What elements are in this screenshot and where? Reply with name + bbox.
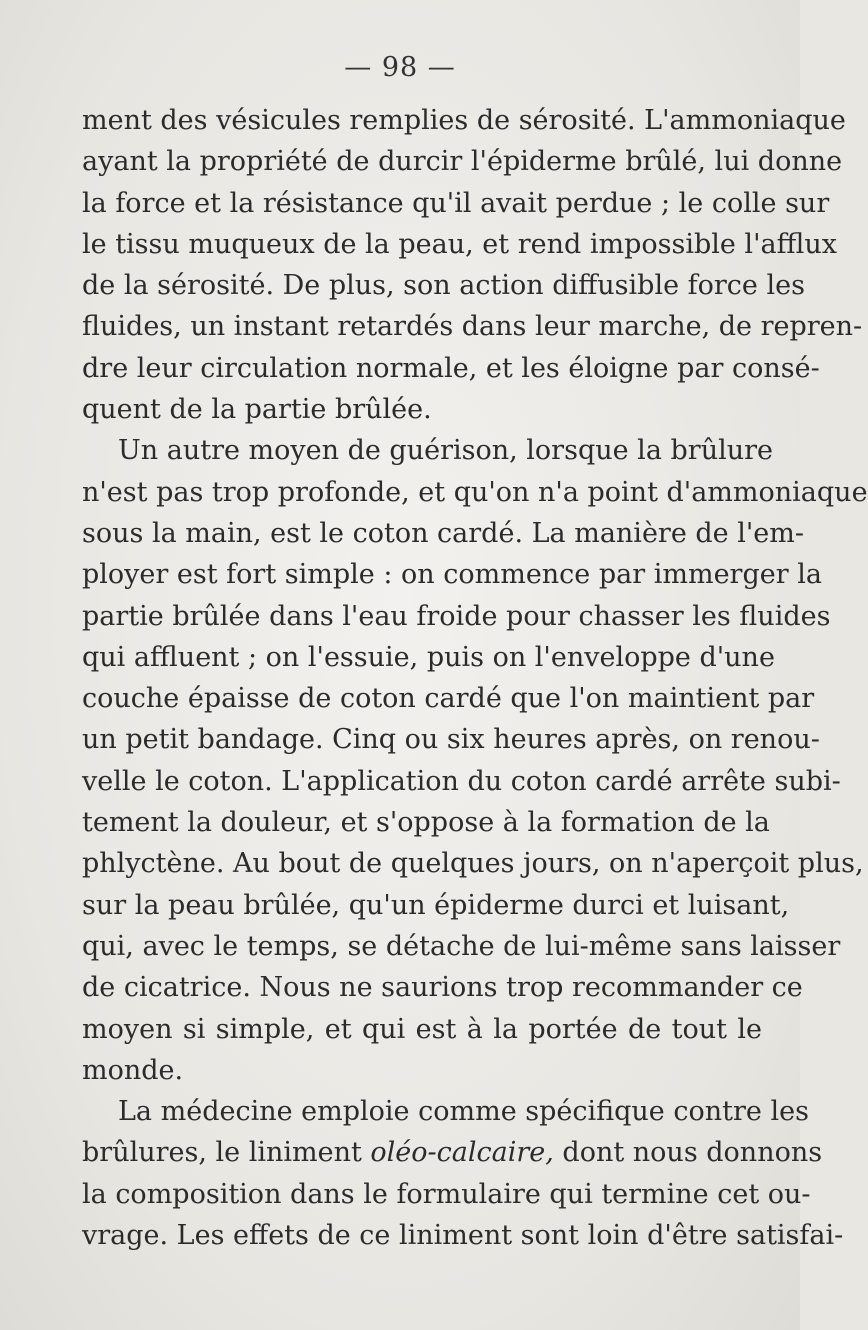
text-line: n'est pas trop profonde, et qu'on n'a point d'ammoniaque	[82, 476, 868, 508]
text-line: un petit bandage. Cinq ou six heures après, on renou-	[82, 724, 820, 756]
paragraph-end-line: monde.	[82, 1054, 184, 1086]
text-segment: dont nous donnons	[553, 1137, 823, 1169]
text-line: velle le coton. L'application du coton cardé arrête subi-	[82, 765, 841, 797]
body-text	[82, 100, 868, 1256]
text-line: fluides, un instant retardés dans leur marche, de repren-	[82, 311, 863, 343]
text-line: vrage. Les effets de ce liniment sont loin d'être satisfai-	[82, 1220, 844, 1252]
text-line: la composition dans le formulaire qui termine cet ou-	[82, 1178, 811, 1210]
text-line	[82, 1132, 823, 1173]
paragraph-start-line: La médecine emploie comme spécifique contre les	[118, 1096, 809, 1128]
italic-term: oléo-calcaire,	[370, 1137, 554, 1169]
text-line: qui affluent ; on l'essuie, puis on l'enveloppe d'une	[82, 641, 775, 673]
text-line: le tissu muqueux de la peau, et rend impossible l'afflux	[82, 228, 838, 260]
text-line: partie brûlée dans l'eau froide pour chasser les fluides	[82, 600, 831, 632]
page-number: — 98 —	[344, 52, 456, 83]
text-line: ployer est fort simple : on commence par immerger la	[82, 559, 822, 591]
text-line: ment des vésicules remplies de sérosité. L'ammoniaque	[82, 105, 846, 136]
text-line: sur la peau brûlée, qu'un épiderme durci et luisant,	[82, 889, 790, 921]
text-line: tement la douleur, et s'oppose à la formation de la	[82, 807, 770, 839]
text-line: de cicatrice. Nous ne saurions trop recommander ce	[82, 972, 803, 1004]
paragraph-end-line: quent de la partie brûlée.	[82, 394, 432, 426]
text-line: dre leur circulation normale, et les éloigne par consé-	[82, 352, 820, 384]
text-line: moyen si simple, et qui est à la portée de tout le	[82, 1013, 762, 1045]
text-line: de la sérosité. De plus, son action diffusible force les	[82, 270, 805, 302]
text-segment: brûlures, le liniment	[82, 1137, 371, 1169]
text-line: ayant la propriété de durcir l'épiderme brûlé, lui donne	[82, 146, 843, 178]
text-line: phlyctène. Au bout de quelques jours, on n'aperçoit plus,	[82, 848, 864, 880]
text-line: sous la main, est le coton cardé. La manière de l'em-	[82, 517, 804, 549]
text-line: qui, avec le temps, se détache de lui-même sans laisser	[82, 930, 841, 962]
text-line: la force et la résistance qu'il avait perdue ; le colle sur	[82, 187, 830, 219]
text-line: couche épaisse de coton cardé que l'on maintient par	[82, 683, 815, 715]
paragraph-start-line: Un autre moyen de guérison, lorsque la brûlure	[118, 435, 773, 467]
